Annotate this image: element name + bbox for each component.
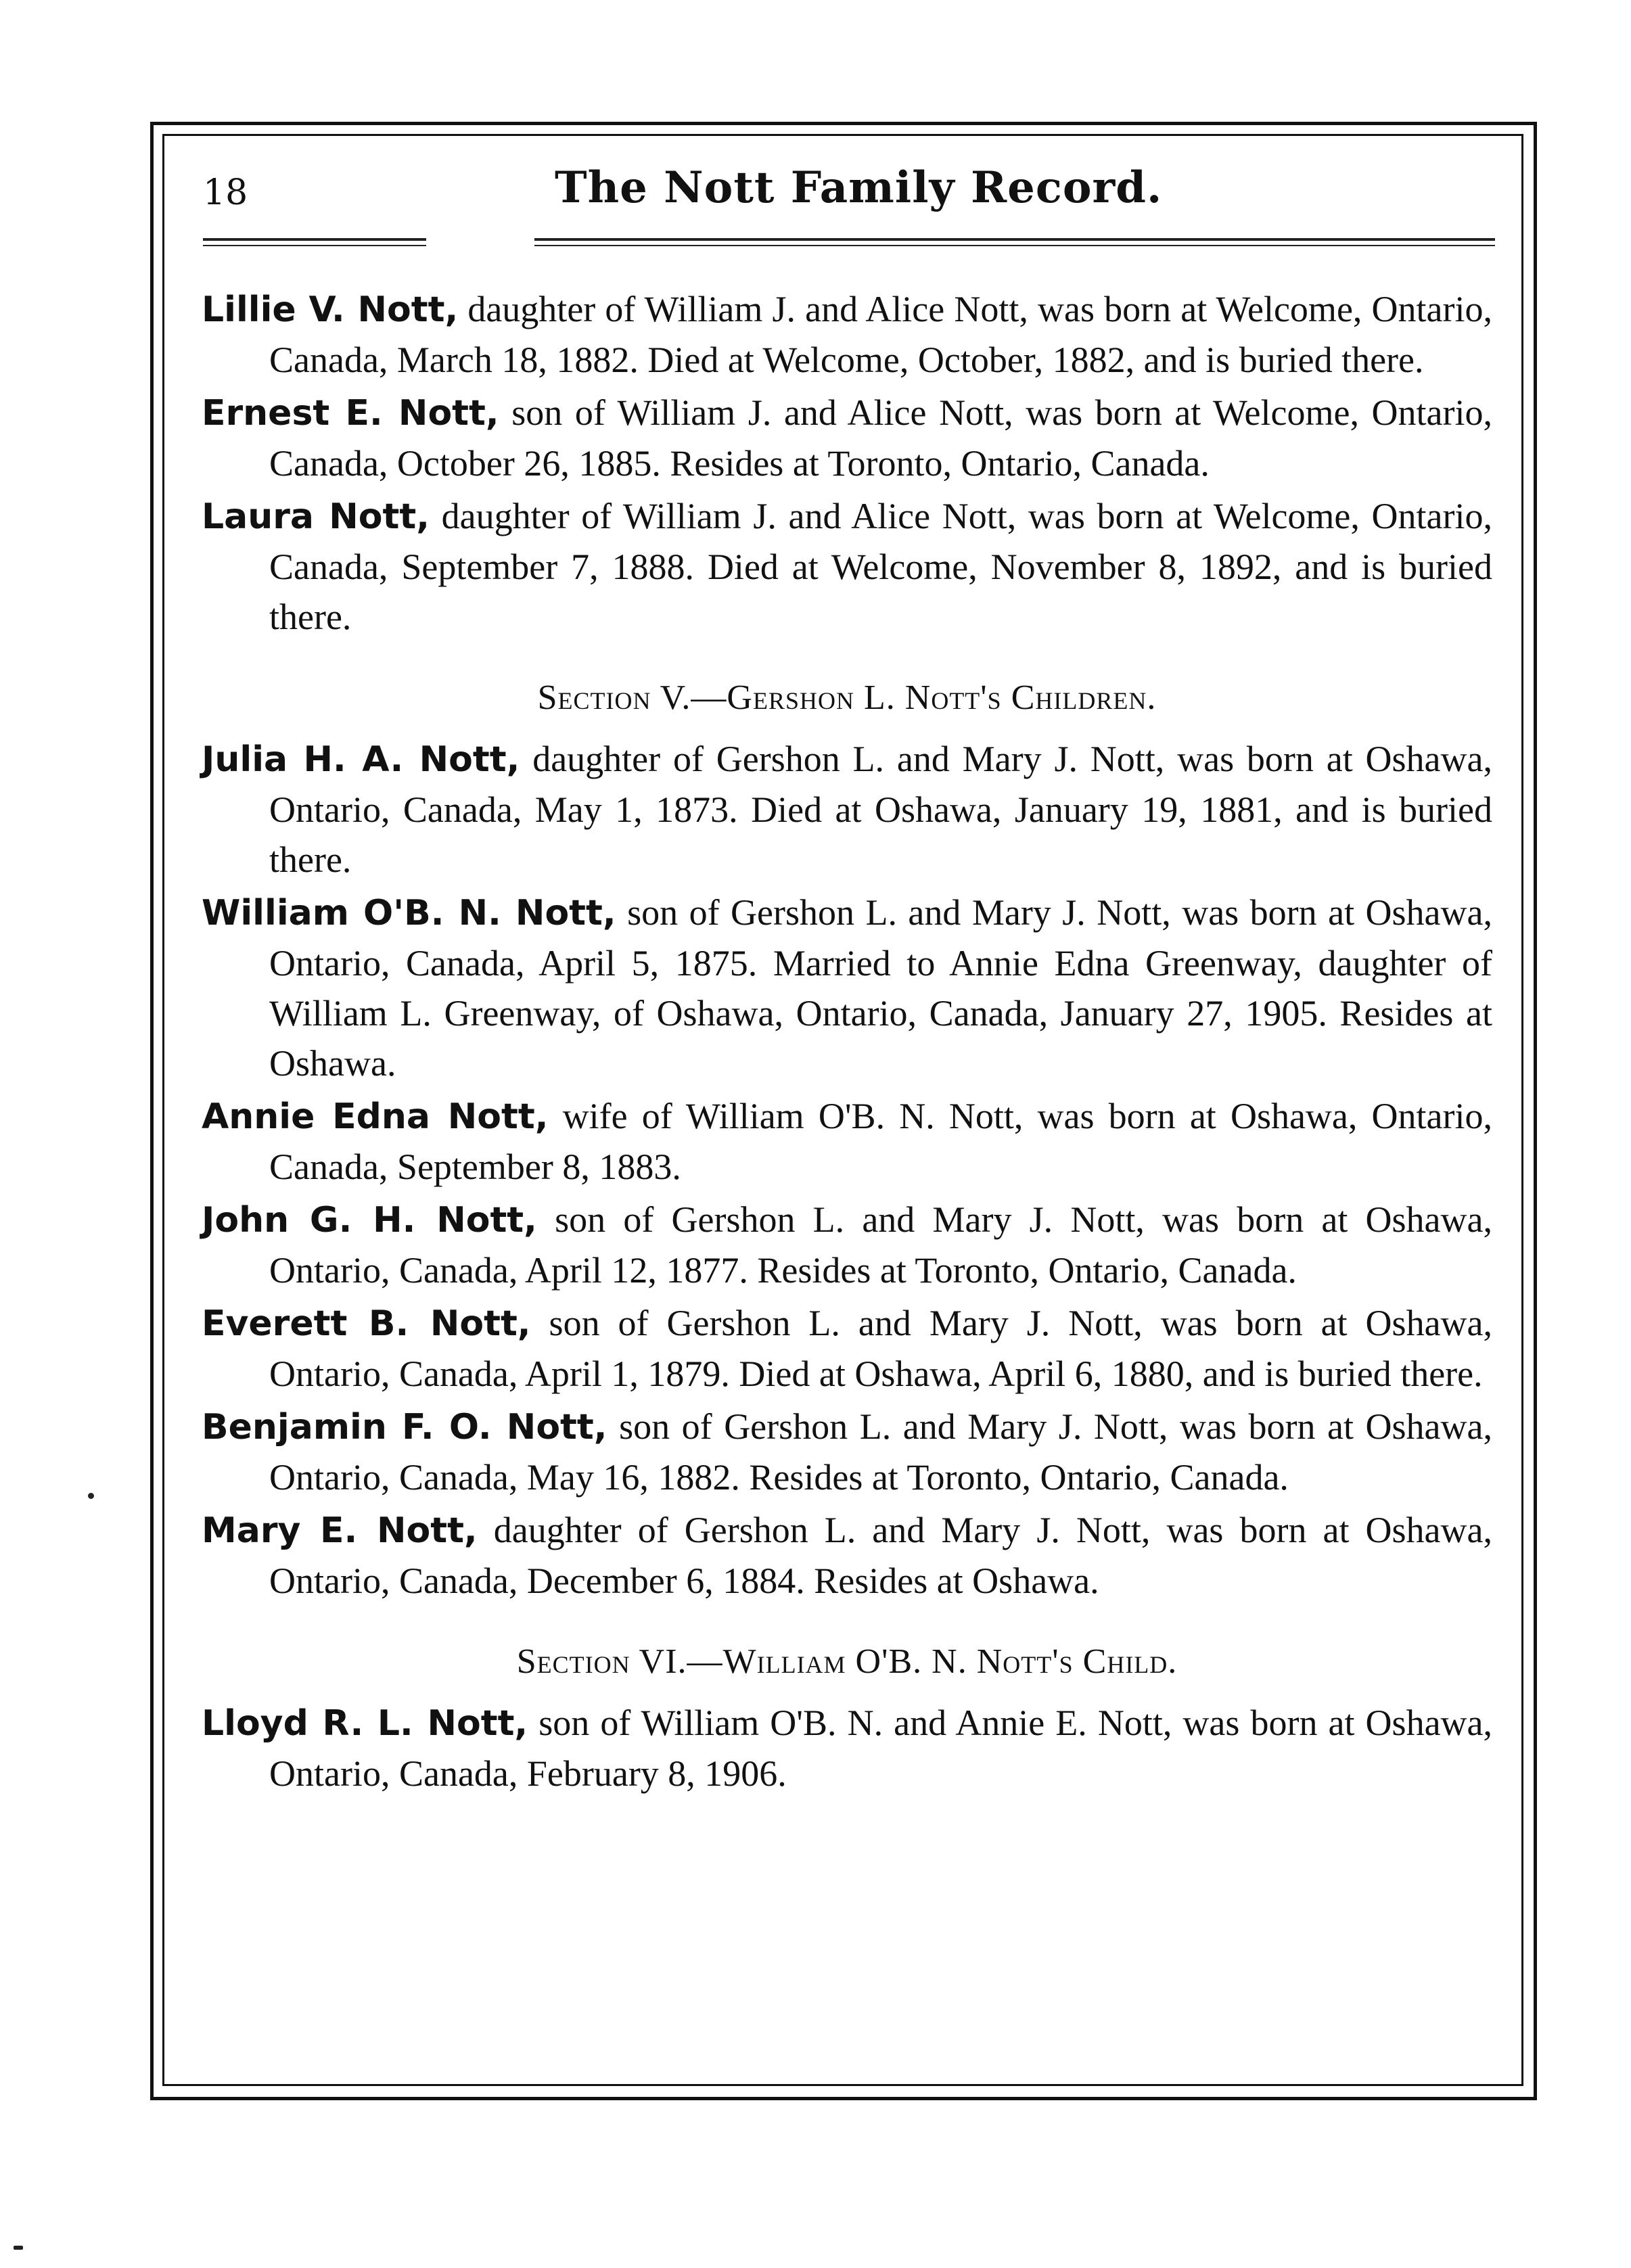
- genealogy-entry: [202, 388, 1492, 488]
- entry-text: daughter of Gershon L. and Mary J. Nott, was born at Oshawa, Ontario, Canada, May 1, 1873. Died at Oshawa, January 19, 1881, and is buried there.: [269, 739, 1492, 880]
- entry-name: Ernest E. Nott,: [202, 393, 499, 434]
- entry-text: son of Gershon L. and Mary J. Nott, was born at Oshawa, Ontario, Canada, April 12, 1877. Resides at Toronto, Ontario, Canada.: [269, 1199, 1492, 1291]
- entry-name: Everett B. Nott,: [202, 1303, 531, 1344]
- genealogy-entry: [202, 887, 1492, 1088]
- entry-text: son of Gershon L. and Mary J. Nott, was born at Oshawa, Ontario, Canada, April 5, 1875. Married to Annie Edna Greenway, daughter of William L. Greenway, of Oshawa, Ontario, Canada, January 27, 1905. Resides at Oshawa.: [269, 892, 1492, 1084]
- entry-name: Lillie V. Nott,: [202, 290, 459, 330]
- section-heading: Section VI.—William O'B. N. Nott's Child.: [516, 1642, 1178, 1681]
- section-v: [202, 674, 1492, 1606]
- entry-text: son of William J. and Alice Nott, was born at Welcome, Ontario, Canada, October 26, 1885. Resides at Toronto, Ontario, Canada.: [269, 392, 1492, 484]
- section-vi: [202, 1638, 1492, 1799]
- scan-speck: [88, 1493, 94, 1499]
- entry-name: Lloyd R. L. Nott,: [202, 1703, 528, 1744]
- entry-name: William O'B. N. Nott,: [202, 893, 616, 933]
- header-rule-left-lower: [203, 245, 426, 246]
- entry-text: daughter of Gershon L. and Mary J. Nott, was born at Oshawa, Ontario, Canada, December 6, 1884. Resides at Oshawa.: [269, 1510, 1492, 1601]
- section-continuation: [202, 284, 1492, 642]
- genealogy-entry: [202, 1195, 1492, 1295]
- entry-name: Julia H. A. Nott,: [202, 739, 520, 780]
- scan-speck: [14, 2246, 23, 2250]
- header-rule-right-lower: [534, 245, 1495, 246]
- page-body: [202, 284, 1492, 1801]
- page-number: 18: [203, 172, 248, 213]
- entry-text: daughter of William J. and Alice Nott, was born at Welcome, Ontario, Canada, September 7, 1888. Died at Welcome, November 8, 1892, and is buried there.: [269, 496, 1493, 637]
- entry-name: John G. H. Nott,: [202, 1200, 537, 1241]
- header-rule-right: [534, 238, 1495, 241]
- entry-text: wife of William O'B. N. Nott, was born at Oshawa, Ontario, Canada, September 8, 1883.: [269, 1096, 1492, 1187]
- entry-name: Annie Edna Nott,: [202, 1096, 549, 1137]
- genealogy-entry: [202, 1505, 1492, 1606]
- entry-text: daughter of William J. and Alice Nott, was born at Welcome, Ontario, Canada, March 18, 1882. Died at Welcome, October, 1882, and is buried there.: [269, 289, 1493, 380]
- entry-name: Laura Nott,: [202, 496, 430, 537]
- entry-text: son of Gershon L. and Mary J. Nott, was born at Oshawa, Ontario, Canada, May 16, 1882. Resides at Toronto, Ontario, Canada.: [269, 1406, 1492, 1498]
- genealogy-entry: [202, 284, 1492, 385]
- header-rule-left: [203, 238, 426, 241]
- section-heading: Section V.—Gershon L. Nott's Children.: [537, 678, 1157, 717]
- entry-name: Mary E. Nott,: [202, 1510, 478, 1551]
- genealogy-entry: [202, 1298, 1492, 1399]
- genealogy-entry: [202, 1698, 1492, 1799]
- genealogy-entry: [202, 1091, 1492, 1192]
- genealogy-entry: [202, 1402, 1492, 1502]
- genealogy-entry: [202, 491, 1492, 642]
- entry-text: son of Gershon L. and Mary J. Nott, was born at Oshawa, Ontario, Canada, April 1, 1879. Died at Oshawa, April 6, 1880, and is buried there.: [269, 1303, 1493, 1394]
- running-title: The Nott Family Record.: [555, 162, 1163, 213]
- genealogy-entry: [202, 734, 1492, 885]
- entry-text: son of William O'B. N. and Annie E. Nott, was born at Oshawa, Ontario, Canada, February 8, 1906.: [269, 1703, 1493, 1794]
- entry-name: Benjamin F. O. Nott,: [202, 1407, 607, 1448]
